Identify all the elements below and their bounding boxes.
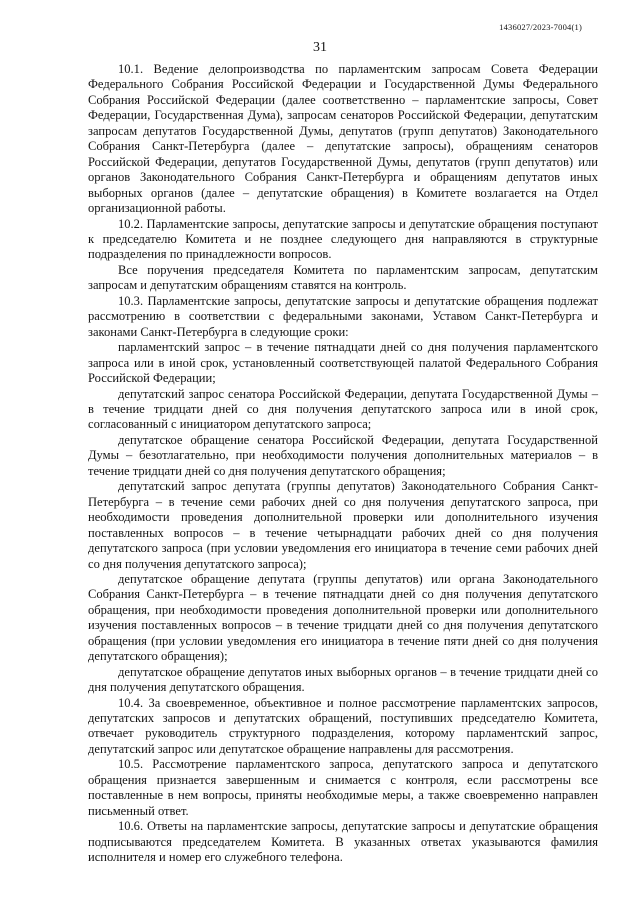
list-item: депутатское обращение сенатора Российской Федерации, депутата Государственной Думы – безотлагательно, при необходимости получения дополнительных материалов – в течение тридцати дней со дня получения депутатского обращения; — [88, 432, 598, 478]
list-item: депутатское обращение депутатов иных выборных органов – в течение тридцати дней со дня получения депутатского обращения. — [88, 664, 598, 695]
paragraph-10-4: 10.4. За своевременное, объективное и полное рассмотрение парламентских запросов, депутатских запросов и депутатских обращений, поступивших председателю Комитета, отвечает руководитель структурного подразделения, которому парламентский запрос, депутатский запрос или депутатское обращение направлены для рассмотрения. — [88, 695, 598, 756]
document-body — [88, 62, 598, 866]
list-item: депутатский запрос сенатора Российской Федерации, депутата Государственной Думы – в течение тридцати дней со дня получения депутатского запроса или в иной срок, согласованный с инициатором депутатского запроса; — [88, 386, 598, 432]
list-item: депутатский запрос депутата (группы депутатов) Законодательного Собрания Санкт-Петербурга – в течение семи рабочих дней со дня получения депутатского запроса, при необходимости проведения дополнительной проверки или дополнительного изучения поставленных вопросов – в течение четырнадцати рабочих дней со дня получения депутатского запроса (при условии уведомления его инициатора в течение семи рабочих дней со дня получения депутатского запроса); — [88, 479, 598, 571]
paragraph-10-3: 10.3. Парламентские запросы, депутатские запросы и депутатские обращения подлежат рассмотрению в соответствии с федеральными законами, Уставом Санкт-Петербурга и законами Санкт-Петербурга в следующие сроки: — [88, 293, 598, 339]
paragraph-10-1: 10.1. Ведение делопроизводства по парламентским запросам Совета Федерации Федерального Собрания Российской Федерации и Государственной Думы Федерального Собрания Российской Федерации (далее соответственно – парламентские запросы, Совет Федерации, Государственная Дума), запросам сенаторов Российской Федерации, депутатским запросам депутатов Государственной Думы, депутатов (групп депутатов) Законодательного Собрания Санкт-Петербурга (далее – депутатские запросы), обращениям сенаторов Российской Федерации, депутатов Государственной Думы, депутатов (групп депутатов) или органов Законодательного Собрания Санкт-Петербурга и обращениям депутатов иных выборных органов (далее – депутатские обращения) в Комитете возлагается на Отдел организационной работы. — [88, 62, 598, 216]
paragraph-10-6: 10.6. Ответы на парламентские запросы, депутатские запросы и депутатские обращения подписываются председателем Комитета. В указанных ответах указываются фамилия исполнителя и номер его служебного телефона. — [88, 819, 598, 865]
list-item: парламентский запрос – в течение пятнадцати дней со дня получения парламентского запроса или в иной срок, установленный соответствующей палатой Федерального Собрания Российской Федерации; — [88, 340, 598, 386]
list-item: депутатское обращение депутата (группы депутатов) или органа Законодательного Собрания Санкт-Петербурга – в течение пятнадцати дней со дня получения депутатского обращения, при необходимости проведения дополнительной проверки или дополнительного изучения поставленных вопросов – в течение тридцати дней со дня получения депутатского обращения (при условии уведомления его инициатора в течение пяти дней со дня получения депутатского обращения); — [88, 571, 598, 664]
paragraph: Все поручения председателя Комитета по парламентским запросам, депутатским запросам и депутатским обращениям ставятся на контроль. — [88, 262, 598, 293]
document-id: 1436027/2023-7004(1) — [499, 22, 582, 32]
page-number: 31 — [313, 40, 327, 55]
paragraph-10-5: 10.5. Рассмотрение парламентского запроса, депутатского запроса и депутатского обращения признается завершенным и снимается с контроля, если рассмотрены все поставленные в нем вопросы, приняты необходимые меры, а также своевременно направлен письменный ответ. — [88, 757, 598, 818]
paragraph-10-2: 10.2. Парламентские запросы, депутатские запросы и депутатские обращения поступают к председателю Комитета и не позднее следующего дня направляются в структурные подразделения по принадлежности вопросов. — [88, 216, 598, 262]
